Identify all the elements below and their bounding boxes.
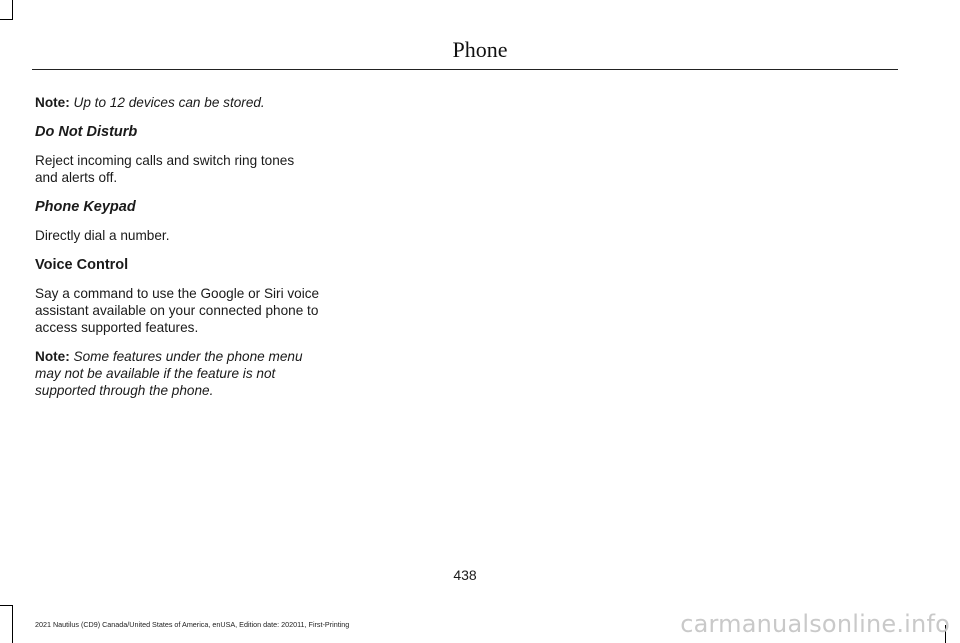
note-text: Some features under the phone menu may not be available if the feature is not supported through the phone. [35,349,303,398]
note-label: Note: [35,95,70,110]
crop-mark-top-left-vertical [12,0,13,20]
section-body-phone-keypad: Directly dial a number. [35,228,170,243]
page-number: 438 [453,567,477,583]
section-heading-do-not-disturb: Do Not Disturb [35,124,138,140]
crop-mark-top-left-horizontal [0,19,13,20]
page-content [35,94,320,411]
crop-mark-bottom-left-vertical [12,605,13,643]
note-label: Note: [35,349,70,364]
note-text: Up to 12 devices can be stored. [73,95,265,110]
note-phone-menu [35,348,320,399]
watermark: carmanualsonline.info [680,610,950,638]
section-body-do-not-disturb: Reject incoming calls and switch ring tones and alerts off. [35,153,295,185]
edition-footer: 2021 Nautilus (CD9) Canada/United States of America, enUSA, Edition date: 202011, First-Printing [35,620,350,629]
section-body-voice-control: Say a command to use the Google or Siri voice assistant available on your connected phone to access supported features. [35,286,320,335]
section-heading-voice-control: Voice Control [35,257,129,273]
page-title: Phone [452,37,508,62]
header-divider [32,69,898,70]
note-devices [35,94,320,111]
section-heading-phone-keypad: Phone Keypad [35,199,136,215]
crop-mark-bottom-left-horizontal [0,605,13,606]
